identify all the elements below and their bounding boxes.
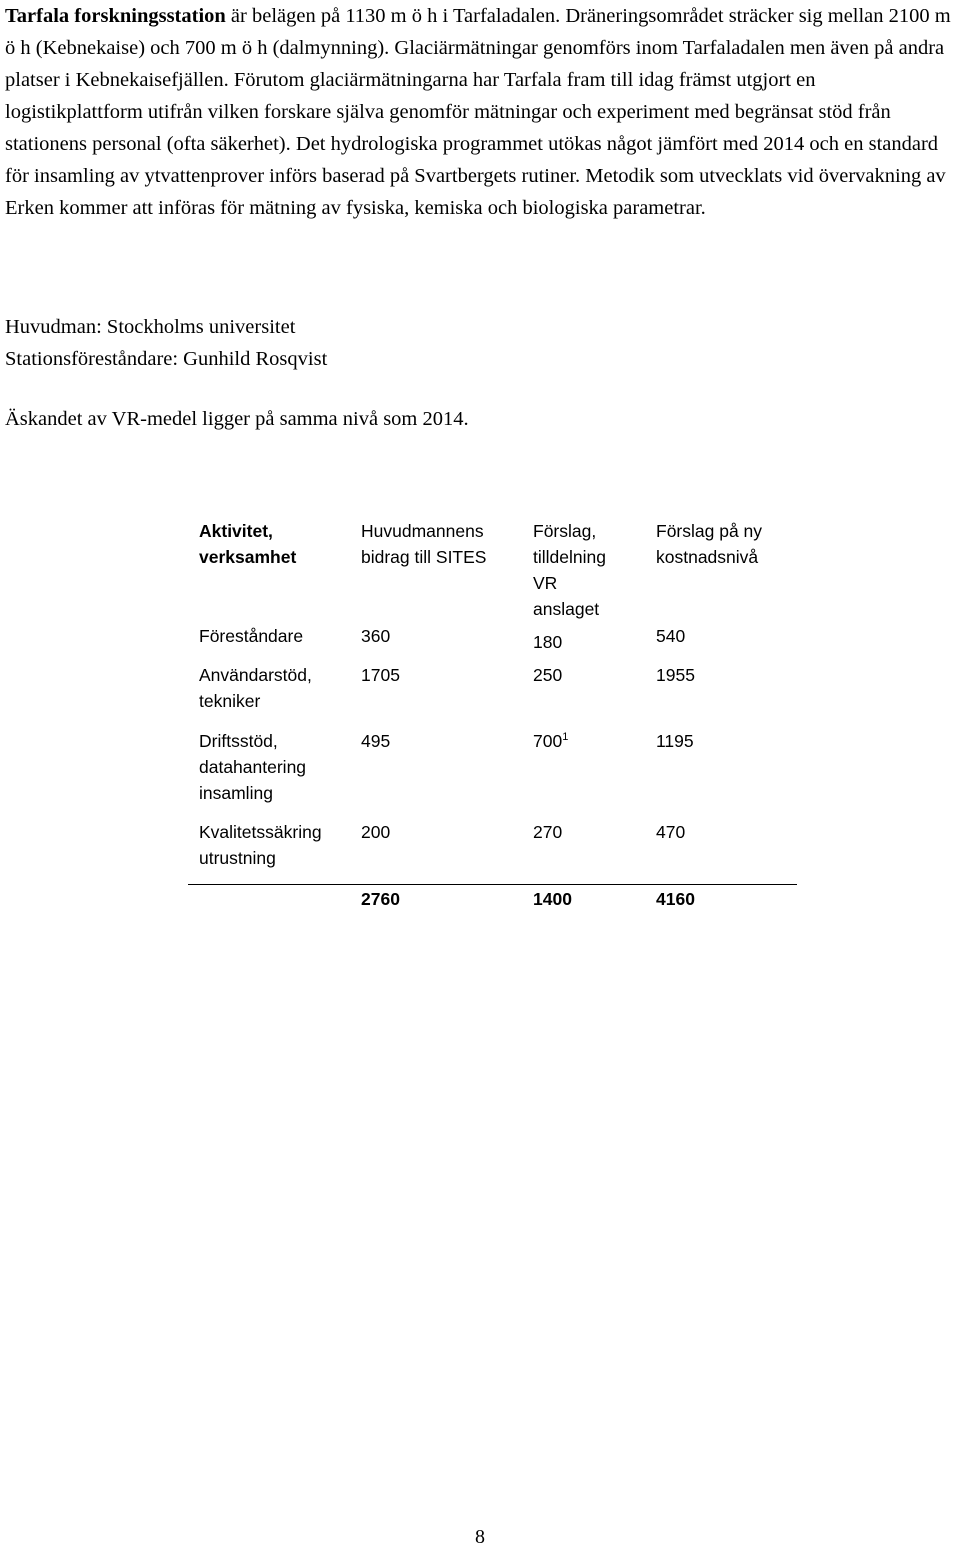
header-activity xyxy=(199,518,296,570)
total-vr: 1400 xyxy=(533,889,572,909)
header-activity-line: verksamhet xyxy=(199,547,297,567)
header-proposal-new xyxy=(656,518,762,570)
row-activity xyxy=(199,819,322,871)
header-activity-line: Aktivitet, xyxy=(199,521,273,541)
row-activity-line: Kvalitetssäkring xyxy=(199,822,322,842)
total-host: 2760 xyxy=(361,889,400,909)
row-vr-cell xyxy=(533,728,568,754)
header-new-line: Förslag på ny xyxy=(656,521,763,541)
header-vr-line: VR xyxy=(533,573,558,593)
director-line: Stationsföreståndare: Gunhild Rosqvist xyxy=(5,348,328,370)
request-line: Äskandet av VR-medel ligger på samma nivå som 2014. xyxy=(5,408,469,430)
totals-divider xyxy=(188,884,797,885)
row-vr-value: 270 xyxy=(533,822,563,842)
station-name: Tarfala forskningsstation xyxy=(5,5,226,27)
row-host-value: 1705 xyxy=(361,665,400,685)
header-host-line: bidrag till SITES xyxy=(361,547,487,567)
row-vr-value: 700 xyxy=(533,731,563,751)
row-vr-value: 250 xyxy=(533,665,563,685)
header-vr-line: Förslag, xyxy=(533,521,597,541)
row-activity-line: datahantering xyxy=(199,757,307,777)
row-host-value: 360 xyxy=(361,626,391,646)
row-new-value: 540 xyxy=(656,626,686,646)
row-new-value: 1955 xyxy=(656,665,695,685)
row-activity xyxy=(199,623,303,649)
row-new-value: 470 xyxy=(656,822,686,842)
header-host-line: Huvudmannens xyxy=(361,521,484,541)
host-line: Huvudman: Stockholms universitet xyxy=(5,316,296,338)
intro-text: är belägen på 1130 m ö h i Tarfaladalen. Dräneringsområdet sträcker sig mellan 2100 m ö h (Kebnekaise) och 700 m ö h (dalmynning). Glaciärmätningar genomförs inom Tarfaladalen men även på andra platser i Kebnekaisefjällen. Förutom glaciärmätningarna har Tarfala fram till idag främst utgjort en logistikplattform utifrån vilken forskare själva genomför mätningar och experiment med begränsat stöd från stationens personal (ofta säkerhet). Det hydrologiska programmet utökas något jämfört med 2014 och en standard för insamling av ytvattenprover införs baserad på Svartbergets rutiner. Metodik som utvecklats vid övervakning av Erken kommer att införas för mätning av fysiska, kemiska och biologiska parametrar. xyxy=(5,5,951,219)
intro-paragraph xyxy=(5,0,957,224)
row-host-value: 495 xyxy=(361,731,391,751)
row-activity-line: tekniker xyxy=(199,691,261,711)
page-number: 8 xyxy=(475,1526,485,1548)
header-proposal-vr xyxy=(533,518,606,622)
row-activity-line: Föreståndare xyxy=(199,626,304,646)
row-vr-value: 180 xyxy=(533,632,563,652)
row-host-value: 200 xyxy=(361,822,391,842)
row-new-value: 1195 xyxy=(656,731,694,751)
total-new: 4160 xyxy=(656,889,695,909)
row-activity-line: utrustning xyxy=(199,848,276,868)
header-vr-line: anslaget xyxy=(533,599,600,619)
row-activity-line: Användarstöd, xyxy=(199,665,312,685)
header-vr-line: tilldelning xyxy=(533,547,606,567)
header-host-contribution xyxy=(361,518,486,570)
row-activity-line: insamling xyxy=(199,783,273,803)
row-activity xyxy=(199,728,306,806)
footnote-marker: 1 xyxy=(562,731,569,744)
row-activity-line: Driftsstöd, xyxy=(199,731,278,751)
header-new-line: kostnadsnivå xyxy=(656,547,759,567)
row-activity xyxy=(199,662,312,714)
